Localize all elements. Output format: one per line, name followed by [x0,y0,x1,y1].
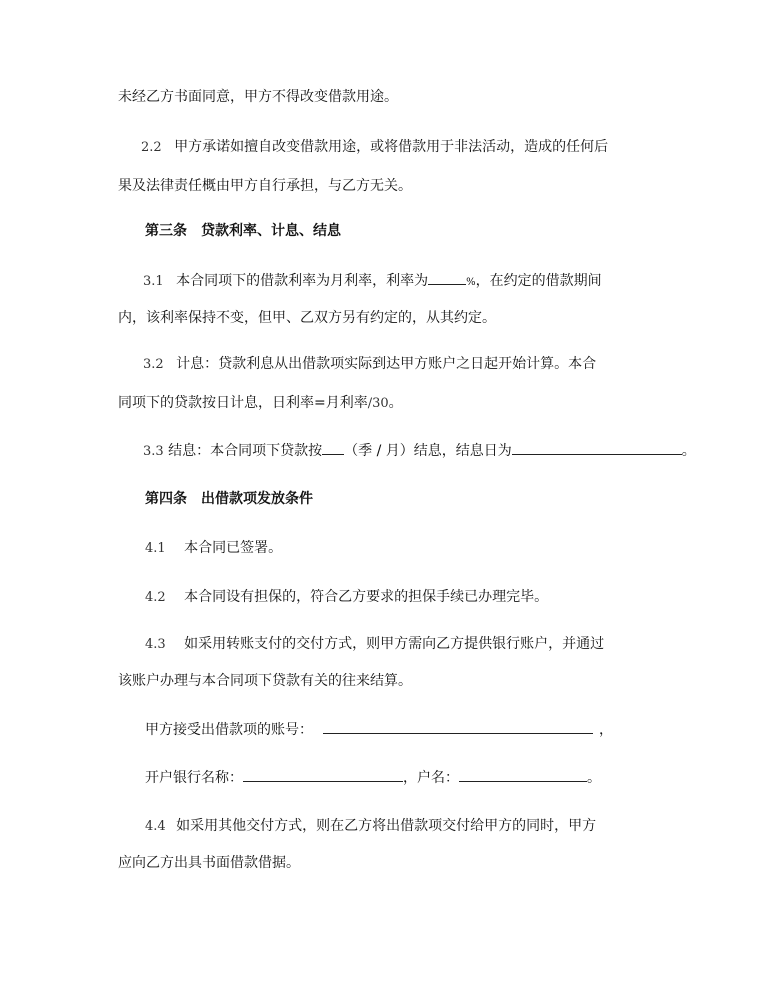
clause-number: 3.1 [143,274,164,289]
settlement-date-blank[interactable] [512,440,682,455]
bank-name-blank[interactable] [243,767,403,782]
settlement-period-blank[interactable] [322,440,344,455]
clause-4-4-line-2: 应向乙方出具书面借款借据。 [118,855,300,871]
clause-3-1-line-1: 3.1 本合同项下的借款利率为月利率，利率为 %，在约定的借款期间 [143,270,602,293]
account-holder-blank[interactable] [459,767,587,782]
clause-number: 4.4 [145,819,166,834]
account-number-label: 甲方接受出借款项的账号： [145,722,313,738]
clause-number: 3.3 [143,444,164,459]
percent-sign: % [466,277,476,288]
clause-4-4-line-1: 4.4 如采用其他交付方式，则在乙方将出借款项交付给甲方的同时，甲方 [145,818,597,834]
article-4-heading: 第四条 出借款项发放条件 [145,491,313,507]
clause-number: 3.2 [143,357,164,372]
account-number-blank[interactable] [323,719,593,734]
clause-number: 2.2 [141,140,162,155]
clause-2-2-line-2: 果及法律责任概由甲方自行承担，与乙方无关。 [118,178,412,194]
clause-3-2-line-1: 3.2 计息：贷款利息从出借款项实际到达甲方账户之日起开始计算。本合 [143,356,597,372]
bank-name-label: 开户银行名称： [145,770,243,786]
clause-3-3: 3.3 结息：本合同项下贷款按 （季 / 月）结息，结息日为 。 [143,440,696,462]
interest-rate-blank[interactable] [428,270,466,285]
clause-number: 4.3 [145,637,166,652]
clause-number: 4.1 [145,541,166,556]
clause-4-3-line-2: 该账户办理与本合同项下贷款有关的往来结算。 [118,673,412,689]
clause-2-2-line-1: 2.2 甲方承诺如擅自改变借款用途，或将借款用于非法活动，造成的任何后 [141,139,609,155]
article-3-heading: 第三条 贷款利率、计息、结息 [145,223,341,239]
clause-3-2-line-2: 同项下的贷款按日计息，日利率=月利率/30。 [118,395,403,411]
paragraph-2-1-tail: 未经乙方书面同意，甲方不得改变借款用途。 [118,89,398,105]
bank-info-line: 开户银行名称： ，户名： 。 [145,767,601,788]
clause-3-1-line-2: 内，该利率保持不变，但甲、乙双方另有约定的，从其约定。 [118,310,496,326]
account-number-line: 甲方接受出借款项的账号： ， [145,719,613,740]
account-holder-label: ，户名： [403,770,459,786]
clause-4-2: 4.2 本合同设有担保的，符合乙方要求的担保手续已办理完毕。 [145,589,549,605]
clause-number: 4.2 [145,590,166,605]
clause-4-3-line-1: 4.3 如采用转账支付的交付方式，则甲方需向乙方提供银行账户，并通过 [145,636,605,652]
clause-4-1: 4.1 本合同已签署。 [145,540,283,556]
